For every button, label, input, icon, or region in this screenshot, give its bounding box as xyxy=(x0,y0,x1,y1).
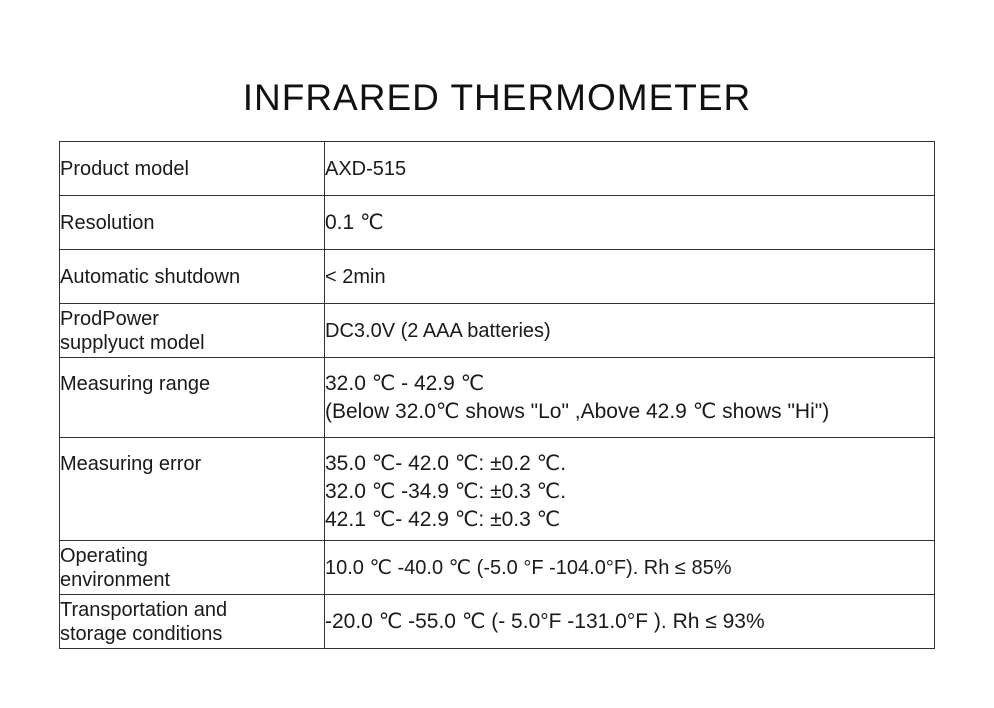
row-value xyxy=(325,304,935,358)
row-label-line: Automatic shutdown xyxy=(60,265,241,288)
row-value-line: (Below 32.0℃ shows "Lo" ,Above 42.9 ℃ shows "Hi") xyxy=(325,400,830,423)
page-title: INFRARED THERMOMETER xyxy=(242,77,752,118)
row-value xyxy=(325,438,935,541)
row-value-line: < 2min xyxy=(325,265,386,288)
table-row xyxy=(60,142,935,196)
table-row xyxy=(60,595,935,649)
row-value-line: 32.0 ℃ -34.9 ℃: ±0.3 ℃. xyxy=(325,480,567,503)
row-value xyxy=(325,142,935,196)
row-label xyxy=(60,196,325,250)
row-value xyxy=(325,196,935,250)
spec-table xyxy=(59,141,935,649)
row-label-line: Product model xyxy=(60,157,189,180)
table-row xyxy=(60,438,935,541)
row-value-line: AXD-515 xyxy=(325,157,407,180)
row-value xyxy=(325,250,935,304)
table-row xyxy=(60,304,935,358)
row-value-line: 0.1 ℃ xyxy=(325,210,384,234)
row-label-line: ProdPower xyxy=(60,307,159,330)
row-label xyxy=(60,304,325,358)
row-value xyxy=(325,595,935,649)
row-value xyxy=(325,541,935,595)
row-label xyxy=(60,142,325,196)
row-label xyxy=(60,595,325,649)
row-label-line: Operating xyxy=(60,544,148,567)
row-value-line: DC3.0V (2 AAA batteries) xyxy=(325,319,551,342)
row-label-line: supplyuct model xyxy=(60,331,205,354)
row-value-line: -20.0 ℃ -55.0 ℃ (- 5.0°F -131.0°F ). Rh ≤ 93% xyxy=(325,609,765,633)
row-label-line: Measuring error xyxy=(60,453,202,475)
row-label-line: Resolution xyxy=(60,211,155,234)
row-label-line: storage conditions xyxy=(60,622,223,645)
table-row xyxy=(60,358,935,438)
row-value-line: 10.0 ℃ -40.0 ℃ (-5.0 °F -104.0°F). Rh ≤ 85% xyxy=(325,556,732,579)
table-row xyxy=(60,541,935,595)
row-value-line: 32.0 ℃ - 42.9 ℃ xyxy=(325,372,485,395)
row-label xyxy=(60,358,325,438)
row-label-line: Measuring range xyxy=(60,373,211,395)
row-value-line: 42.1 ℃- 42.9 ℃: ±0.3 ℃ xyxy=(325,508,561,531)
row-label xyxy=(60,541,325,595)
row-label xyxy=(60,250,325,304)
row-value-line: 35.0 ℃- 42.0 ℃: ±0.2 ℃. xyxy=(325,452,567,475)
table-row xyxy=(60,196,935,250)
row-value xyxy=(325,358,935,438)
table-row xyxy=(60,250,935,304)
row-label xyxy=(60,438,325,541)
row-label-line: environment xyxy=(60,568,171,591)
row-label-line: Transportation and xyxy=(60,598,228,621)
